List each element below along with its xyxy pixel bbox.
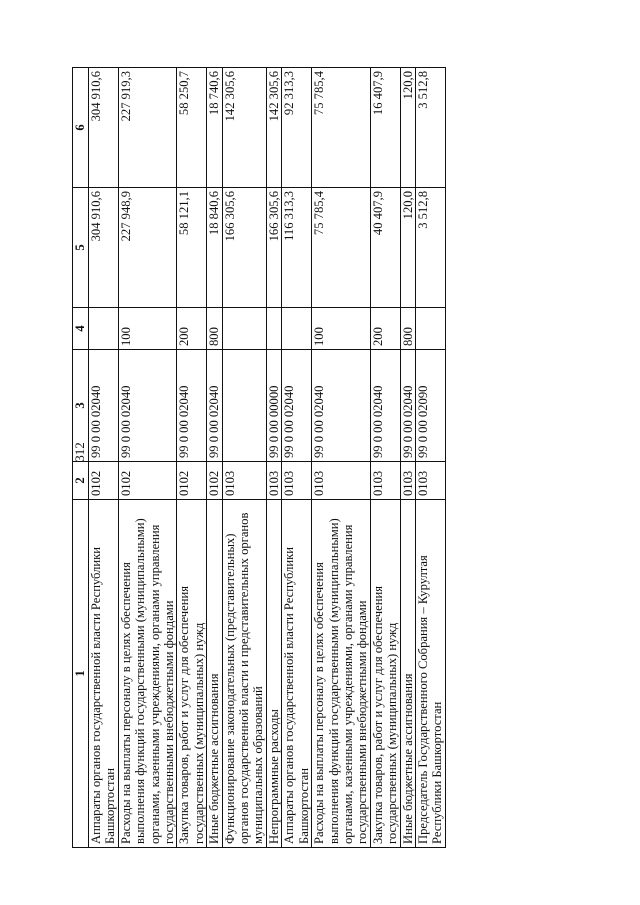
expense-type-code [282,308,312,350]
row-name: Аппараты органов государственной власти Республики Башкортостан [282,500,312,848]
amount-col-5: 58 121,1 [177,188,207,308]
row-name: Иные бюджетные ассигнования [207,500,222,848]
target-code: 99 0 00 02090 [415,350,445,462]
budget-table [72,67,446,848]
amount-col-5: 75 785,4 [312,188,371,308]
row-name: Закупка товаров, работ и услуг для обеспечения государственных (муниципальных) нужд [370,500,400,848]
budget-table-container [72,68,445,848]
target-code: 99 0 00 02040 [207,350,222,462]
header-col-1: 1 [73,500,89,848]
row-name: Иные бюджетные ассигнования [400,500,415,848]
target-code: 99 0 00 02040 [282,350,312,462]
header-col-3: 3 [73,350,89,462]
table-row [222,68,266,848]
target-code: 99 0 00 02040 [89,350,119,462]
expense-type-code: 200 [370,308,400,350]
section-code: 0103 [370,462,400,500]
expense-type-code [89,308,119,350]
expense-type-code: 100 [118,308,177,350]
expense-type-code [415,308,445,350]
section-code: 0103 [415,462,445,500]
table-row [282,68,312,848]
amount-col-6: 227 919,3 [118,68,177,188]
target-code: 99 0 00 02040 [370,350,400,462]
amount-col-6: 3 512,8 [415,68,445,188]
row-name: Аппараты органов государственной власти Республики Башкортостан [89,500,119,848]
amount-col-6: 92 313,3 [282,68,312,188]
target-code: 99 0 00 02040 [312,350,371,462]
amount-col-5: 304 910,6 [89,188,119,308]
row-name: Непрограммные расходы [266,500,281,848]
header-col-2: 2 [73,462,89,500]
expense-type-code [266,308,281,350]
amount-col-5: 166 305,6 [266,188,281,308]
page-number: 312 [72,442,87,462]
target-code [222,350,266,462]
section-code: 0102 [118,462,177,500]
expense-type-code [222,308,266,350]
table-row [207,68,222,848]
table-row [415,68,445,848]
amount-col-6: 304 910,6 [89,68,119,188]
amount-col-5: 3 512,8 [415,188,445,308]
target-code: 99 0 00 02040 [177,350,207,462]
table-row [89,68,119,848]
amount-col-6: 18 740,6 [207,68,222,188]
table-row [118,68,177,848]
amount-col-6: 142 305,6 [222,68,266,188]
amount-col-5: 166 305,6 [222,188,266,308]
row-name: Председатель Государственного Собрания – Курултая Республики Башкортостан [415,500,445,848]
amount-col-6: 58 250,7 [177,68,207,188]
row-name: Функционирование законодательных (представительных) органов государственной власти и представительных органов муниципальных образований [222,500,266,848]
amount-col-6: 16 407,9 [370,68,400,188]
header-col-6: 6 [73,68,89,188]
amount-col-5: 18 840,6 [207,188,222,308]
target-code: 99 0 00 02040 [400,350,415,462]
section-code: 0102 [177,462,207,500]
table-row [370,68,400,848]
expense-type-code: 100 [312,308,371,350]
table-row [312,68,371,848]
amount-col-5: 40 407,9 [370,188,400,308]
section-code: 0103 [282,462,312,500]
target-code: 99 0 00 00000 [266,350,281,462]
amount-col-5: 227 948,9 [118,188,177,308]
amount-col-5: 120,0 [400,188,415,308]
expense-type-code: 200 [177,308,207,350]
section-code: 0103 [222,462,266,500]
section-code: 0103 [266,462,281,500]
amount-col-5: 116 313,3 [282,188,312,308]
table-row [400,68,415,848]
header-row [73,68,89,848]
table-row [177,68,207,848]
header-col-5: 5 [73,188,89,308]
section-code: 0103 [400,462,415,500]
target-code: 99 0 00 02040 [118,350,177,462]
row-name: Расходы на выплаты персоналу в целях обеспечения выполнения функций государственными (муниципальными) органами, казенными учреждениями, органами управления государственными внебюджетными фондами [312,500,371,848]
row-name: Закупка товаров, работ и услуг для обеспечения государственных (муниципальных) нужд [177,500,207,848]
expense-type-code: 800 [400,308,415,350]
header-col-4: 4 [73,308,89,350]
expense-type-code: 800 [207,308,222,350]
section-code: 0103 [312,462,371,500]
amount-col-6: 75 785,4 [312,68,371,188]
row-name: Расходы на выплаты персоналу в целях обеспечения выполнения функций государственными (муниципальными) органами, казенными учреждениями, органами управления государственными внебюджетными фондами [118,500,177,848]
amount-col-6: 142 305,6 [266,68,281,188]
section-code: 0102 [207,462,222,500]
amount-col-6: 120,0 [400,68,415,188]
section-code: 0102 [89,462,119,500]
table-row [266,68,281,848]
